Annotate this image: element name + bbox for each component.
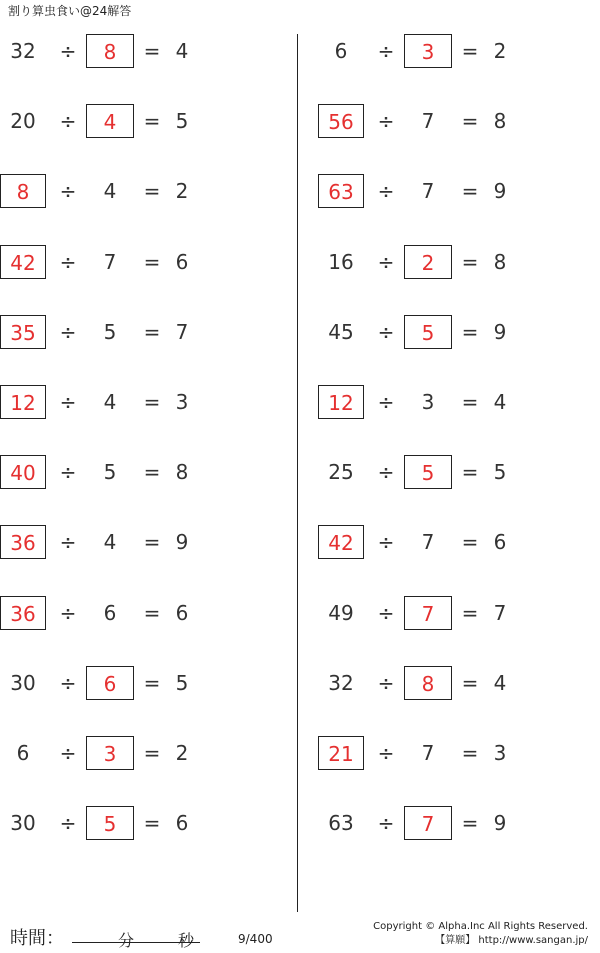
divide-sign: ÷: [377, 600, 395, 625]
quotient: 3: [493, 741, 507, 765]
dividend-answer-box: 36: [0, 596, 46, 630]
dividend: 30: [10, 670, 36, 695]
divide-sign: ÷: [377, 741, 395, 765]
divisor-answer-box: 7: [404, 806, 452, 840]
equals-sign: =: [143, 600, 161, 625]
quotient: 9: [493, 179, 507, 204]
quotient: 9: [493, 811, 507, 836]
divide-sign: ÷: [377, 460, 395, 485]
divide-sign: ÷: [59, 811, 77, 836]
equals-sign: =: [143, 319, 161, 344]
equation-row: [318, 174, 600, 208]
divide-sign: ÷: [59, 390, 77, 414]
equation-row: [0, 666, 290, 700]
divide-sign: ÷: [377, 249, 395, 274]
divisor: 4: [103, 530, 117, 555]
divide-sign: ÷: [377, 390, 395, 414]
worksheet-title: 割り算虫食い@24解答: [8, 4, 132, 18]
equation-row: [0, 385, 290, 419]
divisor-answer-box: 5: [404, 315, 452, 349]
quotient: 6: [175, 249, 189, 274]
page-number: 9/400: [238, 932, 273, 946]
equation-row: [318, 245, 600, 279]
divide-sign: ÷: [377, 39, 395, 63]
divisor-answer-box: 5: [404, 455, 452, 489]
equals-sign: =: [461, 109, 479, 134]
quotient: 7: [175, 319, 189, 344]
dividend-answer-box: 42: [318, 525, 364, 559]
dividend: 32: [10, 39, 36, 63]
dividend: 49: [328, 600, 354, 625]
quotient: 7: [493, 600, 507, 625]
divisor: 7: [421, 530, 435, 555]
equation-row: [0, 596, 290, 630]
divide-sign: ÷: [59, 39, 77, 63]
equation-row: [318, 736, 600, 770]
site-text: 【算願】 http://www.sangan.jp/: [435, 935, 588, 946]
dividend-answer-box: 12: [318, 385, 364, 419]
equation-row: [318, 455, 600, 489]
quotient: 6: [493, 530, 507, 555]
divide-sign: ÷: [59, 109, 77, 134]
divide-sign: ÷: [377, 179, 395, 204]
equals-sign: =: [143, 741, 161, 765]
quotient: 5: [493, 460, 507, 485]
time-label: 時間：: [10, 928, 64, 949]
equation-row: [318, 666, 600, 700]
dividend: 6: [16, 741, 30, 765]
divisor: 5: [103, 460, 117, 485]
divisor: 7: [103, 249, 117, 274]
equation-row: [318, 596, 600, 630]
dividend: 16: [328, 249, 354, 274]
dividend: 20: [10, 109, 36, 134]
quotient: 6: [175, 600, 189, 625]
quotient: 8: [493, 109, 507, 134]
quotient: 8: [175, 460, 189, 485]
equation-row: [318, 34, 600, 68]
equals-sign: =: [461, 179, 479, 204]
divisor: 7: [421, 109, 435, 134]
divide-sign: ÷: [59, 460, 77, 485]
divisor-answer-box: 6: [86, 666, 134, 700]
divisor-answer-box: 5: [86, 806, 134, 840]
equation-row: [0, 806, 290, 840]
seconds-label: 秒: [178, 931, 195, 950]
equals-sign: =: [461, 319, 479, 344]
divisor-answer-box: 2: [404, 245, 452, 279]
equals-sign: =: [143, 390, 161, 414]
divide-sign: ÷: [59, 530, 77, 555]
equation-row: [318, 806, 600, 840]
equals-sign: =: [461, 249, 479, 274]
dividend-answer-box: 36: [0, 525, 46, 559]
divisor-answer-box: 3: [404, 34, 452, 68]
column-divider: [297, 34, 298, 912]
quotient: 4: [175, 39, 189, 63]
equals-sign: =: [461, 530, 479, 555]
dividend: 25: [328, 460, 354, 485]
quotient: 5: [175, 670, 189, 695]
copyright-block: [373, 920, 588, 948]
divide-sign: ÷: [59, 670, 77, 695]
divisor-answer-box: 8: [404, 666, 452, 700]
dividend-answer-box: 35: [0, 315, 46, 349]
right-problem-column: [318, 0, 600, 953]
dividend: 6: [334, 39, 348, 63]
quotient: 9: [493, 319, 507, 344]
equation-row: [0, 104, 290, 138]
equals-sign: =: [143, 811, 161, 836]
quotient: 4: [493, 390, 507, 414]
divide-sign: ÷: [59, 179, 77, 204]
divide-sign: ÷: [377, 811, 395, 836]
quotient: 3: [175, 390, 189, 414]
quotient: 2: [175, 179, 189, 204]
quotient: 2: [175, 741, 189, 765]
divisor: 6: [103, 600, 117, 625]
divisor: 4: [103, 179, 117, 204]
divide-sign: ÷: [377, 530, 395, 555]
equals-sign: =: [461, 811, 479, 836]
equation-row: [0, 174, 290, 208]
dividend-answer-box: 12: [0, 385, 46, 419]
equals-sign: =: [461, 600, 479, 625]
divisor-answer-box: 4: [86, 104, 134, 138]
divisor: 7: [421, 179, 435, 204]
quotient: 8: [493, 249, 507, 274]
dividend-answer-box: 21: [318, 736, 364, 770]
equals-sign: =: [143, 670, 161, 695]
divisor: 5: [103, 319, 117, 344]
equals-sign: =: [143, 530, 161, 555]
equals-sign: =: [461, 741, 479, 765]
quotient: 2: [493, 39, 507, 63]
equation-row: [0, 455, 290, 489]
dividend-answer-box: 42: [0, 245, 46, 279]
divide-sign: ÷: [59, 741, 77, 765]
dividend-answer-box: 56: [318, 104, 364, 138]
quotient: 4: [493, 670, 507, 695]
divide-sign: ÷: [377, 109, 395, 134]
equation-row: [318, 104, 600, 138]
dividend: 45: [328, 319, 354, 344]
divide-sign: ÷: [59, 319, 77, 344]
equation-row: [318, 385, 600, 419]
equals-sign: =: [143, 460, 161, 485]
divide-sign: ÷: [377, 319, 395, 344]
equals-sign: =: [461, 670, 479, 695]
equals-sign: =: [143, 109, 161, 134]
quotient: 6: [175, 811, 189, 836]
equals-sign: =: [143, 249, 161, 274]
equals-sign: =: [461, 460, 479, 485]
divisor-answer-box: 8: [86, 34, 134, 68]
equals-sign: =: [143, 179, 161, 204]
divisor-answer-box: 7: [404, 596, 452, 630]
quotient: 5: [175, 109, 189, 134]
divisor: 3: [421, 390, 435, 414]
divisor: 4: [103, 390, 117, 414]
dividend-answer-box: 63: [318, 174, 364, 208]
equation-row: [0, 245, 290, 279]
equals-sign: =: [461, 390, 479, 414]
divide-sign: ÷: [59, 249, 77, 274]
equation-row: [0, 736, 290, 770]
equals-sign: =: [461, 39, 479, 63]
divide-sign: ÷: [377, 670, 395, 695]
dividend-answer-box: 40: [0, 455, 46, 489]
copyright-text: Copyright © Alpha.Inc All Rights Reserved.: [373, 921, 588, 932]
equation-row: [318, 525, 600, 559]
divisor: 7: [421, 741, 435, 765]
divisor-answer-box: 3: [86, 736, 134, 770]
equation-row: [0, 525, 290, 559]
equation-row: [0, 315, 290, 349]
equation-row: [0, 34, 290, 68]
equation-row: [318, 315, 600, 349]
divide-sign: ÷: [59, 600, 77, 625]
dividend: 30: [10, 811, 36, 836]
quotient: 9: [175, 530, 189, 555]
dividend-answer-box: 8: [0, 174, 46, 208]
dividend: 32: [328, 670, 354, 695]
dividend: 63: [328, 811, 354, 836]
minutes-label: 分: [118, 931, 135, 950]
equals-sign: =: [143, 39, 161, 63]
